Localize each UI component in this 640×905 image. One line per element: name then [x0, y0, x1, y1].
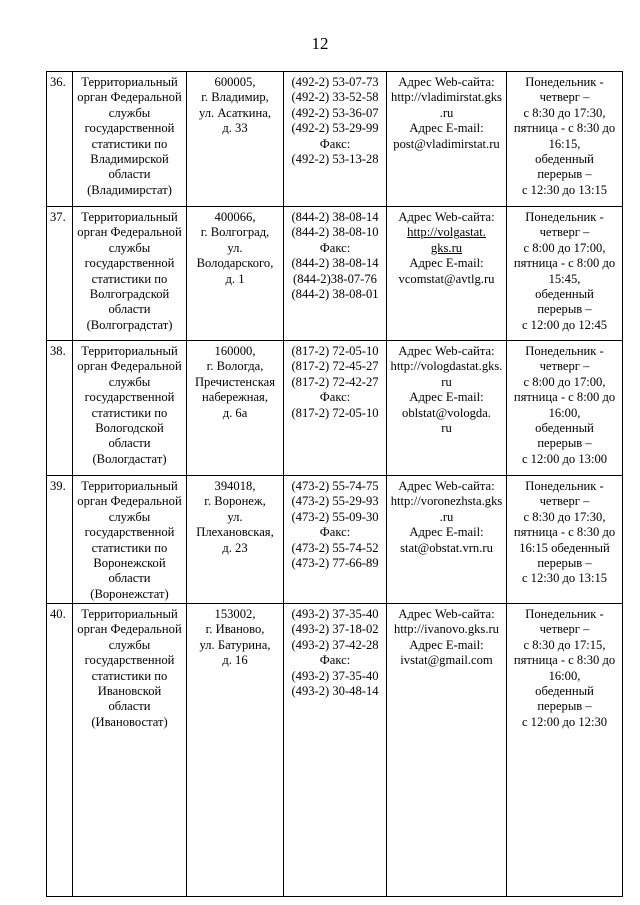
text-line: области — [108, 699, 151, 714]
text-line: с 8:30 до 17:15, — [523, 637, 606, 652]
text-line: обеденный — [535, 287, 594, 302]
text-line: четверг – — [539, 225, 590, 240]
text-line: государственной — [84, 121, 175, 136]
text-line: с 12:00 до 13:00 — [521, 451, 608, 466]
text-line: (473-2) 55-74-52 — [291, 540, 379, 555]
text-line: Адрес E-mail: — [409, 390, 484, 405]
text-line: Владимирской — [90, 152, 169, 167]
text-line: (817-2) 72-05-10 — [291, 344, 379, 358]
text-line: Адрес Web-сайта: — [398, 479, 495, 493]
address-cell — [187, 207, 284, 341]
text-line: (844-2) 38-08-01 — [291, 287, 379, 302]
text-line: http://vladimirstat.gks — [391, 90, 502, 105]
text-line: ru — [441, 421, 452, 436]
text-line: ул. Асаткина, — [199, 105, 271, 120]
text-line: Володарского, — [196, 256, 274, 271]
text-line: статистики по — [91, 540, 168, 555]
text-line: 400066, — [214, 210, 256, 224]
text-line: 394018, — [214, 479, 256, 493]
text-line: Ивановской — [97, 684, 162, 699]
text-line: Понедельник - — [525, 210, 604, 224]
text-line: Территориальный — [81, 210, 178, 224]
text-line: (Волгоградстат) — [86, 317, 173, 332]
row-number-cell: 37. — [47, 207, 73, 341]
text-line: четверг – — [539, 359, 590, 374]
office-name-cell — [73, 341, 187, 476]
table-row — [47, 72, 623, 207]
text-line: с 12:30 до 13:15 — [521, 182, 608, 197]
text-line: Волгоградской — [89, 287, 170, 302]
address-cell — [187, 604, 284, 897]
text-line: Адрес E-mail: — [409, 525, 484, 540]
text-line: ул. — [227, 509, 243, 524]
table-row — [47, 341, 623, 476]
text-line: четверг – — [539, 494, 590, 509]
working-hours-cell — [507, 476, 623, 604]
text-line: stat@obstat.vrn.ru — [400, 540, 493, 555]
text-line: http://vologdastat.gks. — [390, 359, 503, 374]
text-line: г. Иваново, — [205, 622, 265, 637]
text-line: с 8:00 до 17:00, — [523, 240, 606, 255]
text-line: (492-2) 33-52-58 — [291, 90, 379, 105]
text-line: службы — [108, 374, 151, 389]
text-line: 16:15 обеденный — [519, 540, 610, 555]
text-line: Территориальный — [81, 479, 178, 493]
text-line: д. 16 — [222, 653, 248, 668]
text-line: http://ivanovo.gks.ru — [394, 622, 499, 637]
text-line: ул. Батурина, — [199, 637, 271, 652]
text-line: орган Федеральной — [77, 494, 182, 509]
address-cell — [187, 72, 284, 207]
text-line: (473-2) 55-29-93 — [291, 494, 379, 509]
office-name-cell — [73, 207, 187, 341]
text-line: области — [108, 302, 151, 317]
text-line: орган Федеральной — [77, 359, 182, 374]
text-line: службы — [108, 637, 151, 652]
working-hours-cell — [507, 341, 623, 476]
text-line: ул. — [227, 240, 243, 255]
text-line: орган Федеральной — [77, 90, 182, 105]
text-line: (Ивановостат) — [91, 714, 168, 729]
text-line: обеденный — [535, 152, 594, 167]
phones-cell — [284, 341, 387, 476]
text-line: (473-2) 55-09-30 — [291, 509, 379, 524]
text-line: (817-2) 72-42-27 — [291, 374, 379, 389]
text-line: Адрес E-mail: — [409, 637, 484, 652]
text-line: (Владимирстат) — [87, 182, 172, 197]
text-line: (493-2) 37-35-40 — [291, 668, 379, 683]
contacts-cell — [387, 341, 507, 476]
text-line: с 12:00 до 12:30 — [521, 714, 608, 729]
text-line: д. 6а — [222, 405, 248, 420]
text-line: Воронежской — [93, 556, 166, 571]
text-line: Факс: — [319, 525, 351, 540]
text-line: четверг – — [539, 90, 590, 105]
text-line: Адрес Web-сайта: — [398, 607, 495, 621]
text-line: (817-2) 72-05-10 — [291, 405, 379, 420]
text-line: орган Федеральной — [77, 225, 182, 240]
text-line: (493-2) 37-35-40 — [291, 607, 379, 621]
website-link[interactable]: gks.ru — [430, 240, 463, 255]
text-line: 16:00, — [548, 405, 581, 420]
text-line: Пречистенская — [194, 374, 276, 389]
working-hours-cell — [507, 72, 623, 207]
phones-cell — [284, 604, 387, 897]
text-line: http://voronezhsta.gks — [390, 494, 503, 509]
text-line: 16:00, — [548, 668, 581, 683]
office-name-cell — [73, 604, 187, 897]
text-line: Понедельник - — [525, 344, 604, 358]
text-line: д. 33 — [222, 121, 248, 136]
row-number-cell: 40. — [47, 604, 73, 897]
text-line: ivstat@gmail.com — [400, 653, 493, 668]
text-line: перерыв – — [537, 167, 592, 182]
text-line: vcomstat@avtlg.ru — [398, 271, 495, 286]
address-cell — [187, 341, 284, 476]
text-line: ru — [441, 374, 452, 389]
text-line: 160000, — [214, 344, 256, 358]
text-line: (492-2) 53-07-73 — [291, 75, 379, 89]
text-line: пятница - с 8:00 до — [513, 390, 616, 405]
contacts-cell — [387, 207, 507, 341]
text-line: перерыв – — [537, 302, 592, 317]
text-line: (Воронежстат) — [90, 586, 169, 601]
text-line: г. Владимир, — [201, 90, 269, 105]
text-line: Факс: — [319, 390, 351, 405]
text-line: Адрес Web-сайта: — [398, 210, 495, 224]
table-row — [47, 207, 623, 341]
text-line: .ru — [439, 509, 454, 524]
contacts-cell — [387, 476, 507, 604]
text-line: Вологодской — [95, 421, 164, 436]
row-number-cell: 39. — [47, 476, 73, 604]
text-line: Адрес Web-сайта: — [398, 75, 495, 89]
text-line: перерыв – — [537, 436, 592, 451]
address-cell — [187, 476, 284, 604]
text-line: государственной — [84, 390, 175, 405]
text-line: с 12:30 до 13:15 — [521, 571, 608, 586]
text-line: Факс: — [319, 240, 351, 255]
text-line: (473-2) 77-66-89 — [291, 556, 379, 571]
text-line: пятница - с 8:30 до — [513, 525, 616, 540]
text-line: пятница - с 8:30 до — [513, 121, 616, 136]
text-line: г. Воронеж, — [204, 494, 266, 509]
text-line: oblstat@vologda. — [402, 405, 491, 420]
text-line: (844-2) 38-08-14 — [291, 210, 379, 224]
text-line: д. 1 — [225, 271, 245, 286]
text-line: 16:15, — [548, 136, 581, 151]
text-line: Плехановская, — [196, 525, 274, 540]
text-line: набережная, — [201, 390, 269, 405]
text-line: пятница - с 8:30 до — [513, 653, 616, 668]
text-line: службы — [108, 509, 151, 524]
text-line: с 8:30 до 17:30, — [523, 509, 606, 524]
text-line: (844-2) 38-08-10 — [291, 225, 379, 240]
text-line: статистики по — [91, 405, 168, 420]
text-line: Понедельник - — [525, 75, 604, 89]
text-line: службы — [108, 240, 151, 255]
text-line: области — [108, 571, 151, 586]
text-line: (492-2) 53-36-07 — [291, 105, 379, 120]
text-line: (473-2) 55-74-75 — [291, 479, 379, 493]
phones-cell — [284, 476, 387, 604]
row-number-cell: 36. — [47, 72, 73, 207]
text-line: службы — [108, 105, 151, 120]
text-line: Факс: — [319, 653, 351, 668]
text-line: г. Вологда, — [206, 359, 264, 374]
text-line: (817-2) 72-45-27 — [291, 359, 379, 374]
text-line: государственной — [84, 653, 175, 668]
text-line: Факс: — [319, 136, 351, 151]
text-line: (844-2)38-07-76 — [293, 271, 377, 286]
website-link[interactable]: http://volgastat. — [407, 225, 486, 240]
table-row — [47, 604, 623, 897]
text-line: Понедельник - — [525, 479, 604, 493]
text-line: государственной — [84, 525, 175, 540]
text-line: с 8:00 до 17:00, — [523, 374, 606, 389]
phones-cell — [284, 207, 387, 341]
text-line: .ru — [439, 105, 454, 120]
text-line: перерыв – — [537, 556, 592, 571]
text-line: 15:45, — [548, 271, 581, 286]
text-line: (493-2) 30-48-14 — [291, 684, 379, 699]
text-line: post@vladimirstat.ru — [393, 136, 500, 151]
text-line: с 12:00 до 12:45 — [521, 317, 608, 332]
text-line: Территориальный — [81, 75, 178, 89]
text-line: Территориальный — [81, 607, 178, 621]
text-line: обеденный — [535, 421, 594, 436]
text-line: с 8:30 до 17:30, — [523, 105, 606, 120]
text-line: статистики по — [91, 271, 168, 286]
text-line: г. Волгоград, — [200, 225, 270, 240]
text-line: Территориальный — [81, 344, 178, 358]
statistics-offices-table — [46, 71, 623, 897]
office-name-cell — [73, 476, 187, 604]
text-line: (493-2) 37-18-02 — [291, 622, 379, 637]
text-line: обеденный — [535, 684, 594, 699]
row-number-cell: 38. — [47, 341, 73, 476]
text-line: орган Федеральной — [77, 622, 182, 637]
text-line: (493-2) 37-42-28 — [291, 637, 379, 652]
text-line: пятница - с 8:00 до — [513, 256, 616, 271]
text-line: (Вологдастат) — [92, 451, 167, 466]
page-number: 12 — [311, 34, 329, 53]
text-line: Адрес Web-сайта: — [398, 344, 495, 358]
text-line: статистики по — [91, 136, 168, 151]
text-line: области — [108, 436, 151, 451]
text-line: (844-2) 38-08-14 — [291, 256, 379, 271]
text-line: перерыв – — [537, 699, 592, 714]
working-hours-cell — [507, 207, 623, 341]
text-line: д. 23 — [222, 540, 248, 555]
contacts-cell — [387, 604, 507, 897]
text-line: Адрес E-mail: — [409, 256, 484, 271]
text-line: государственной — [84, 256, 175, 271]
text-line: (492-2) 53-29-99 — [291, 121, 379, 136]
text-line: Адрес E-mail: — [409, 121, 484, 136]
text-line: статистики по — [91, 668, 168, 683]
contacts-cell — [387, 72, 507, 207]
table-row — [47, 476, 623, 604]
text-line: Понедельник - — [525, 607, 604, 621]
text-line: четверг – — [539, 622, 590, 637]
office-name-cell — [73, 72, 187, 207]
text-line: области — [108, 167, 151, 182]
working-hours-cell — [507, 604, 623, 897]
phones-cell — [284, 72, 387, 207]
text-line: 600005, — [214, 75, 256, 89]
text-line: (492-2) 53-13-28 — [291, 152, 379, 167]
text-line: 153002, — [214, 607, 256, 621]
